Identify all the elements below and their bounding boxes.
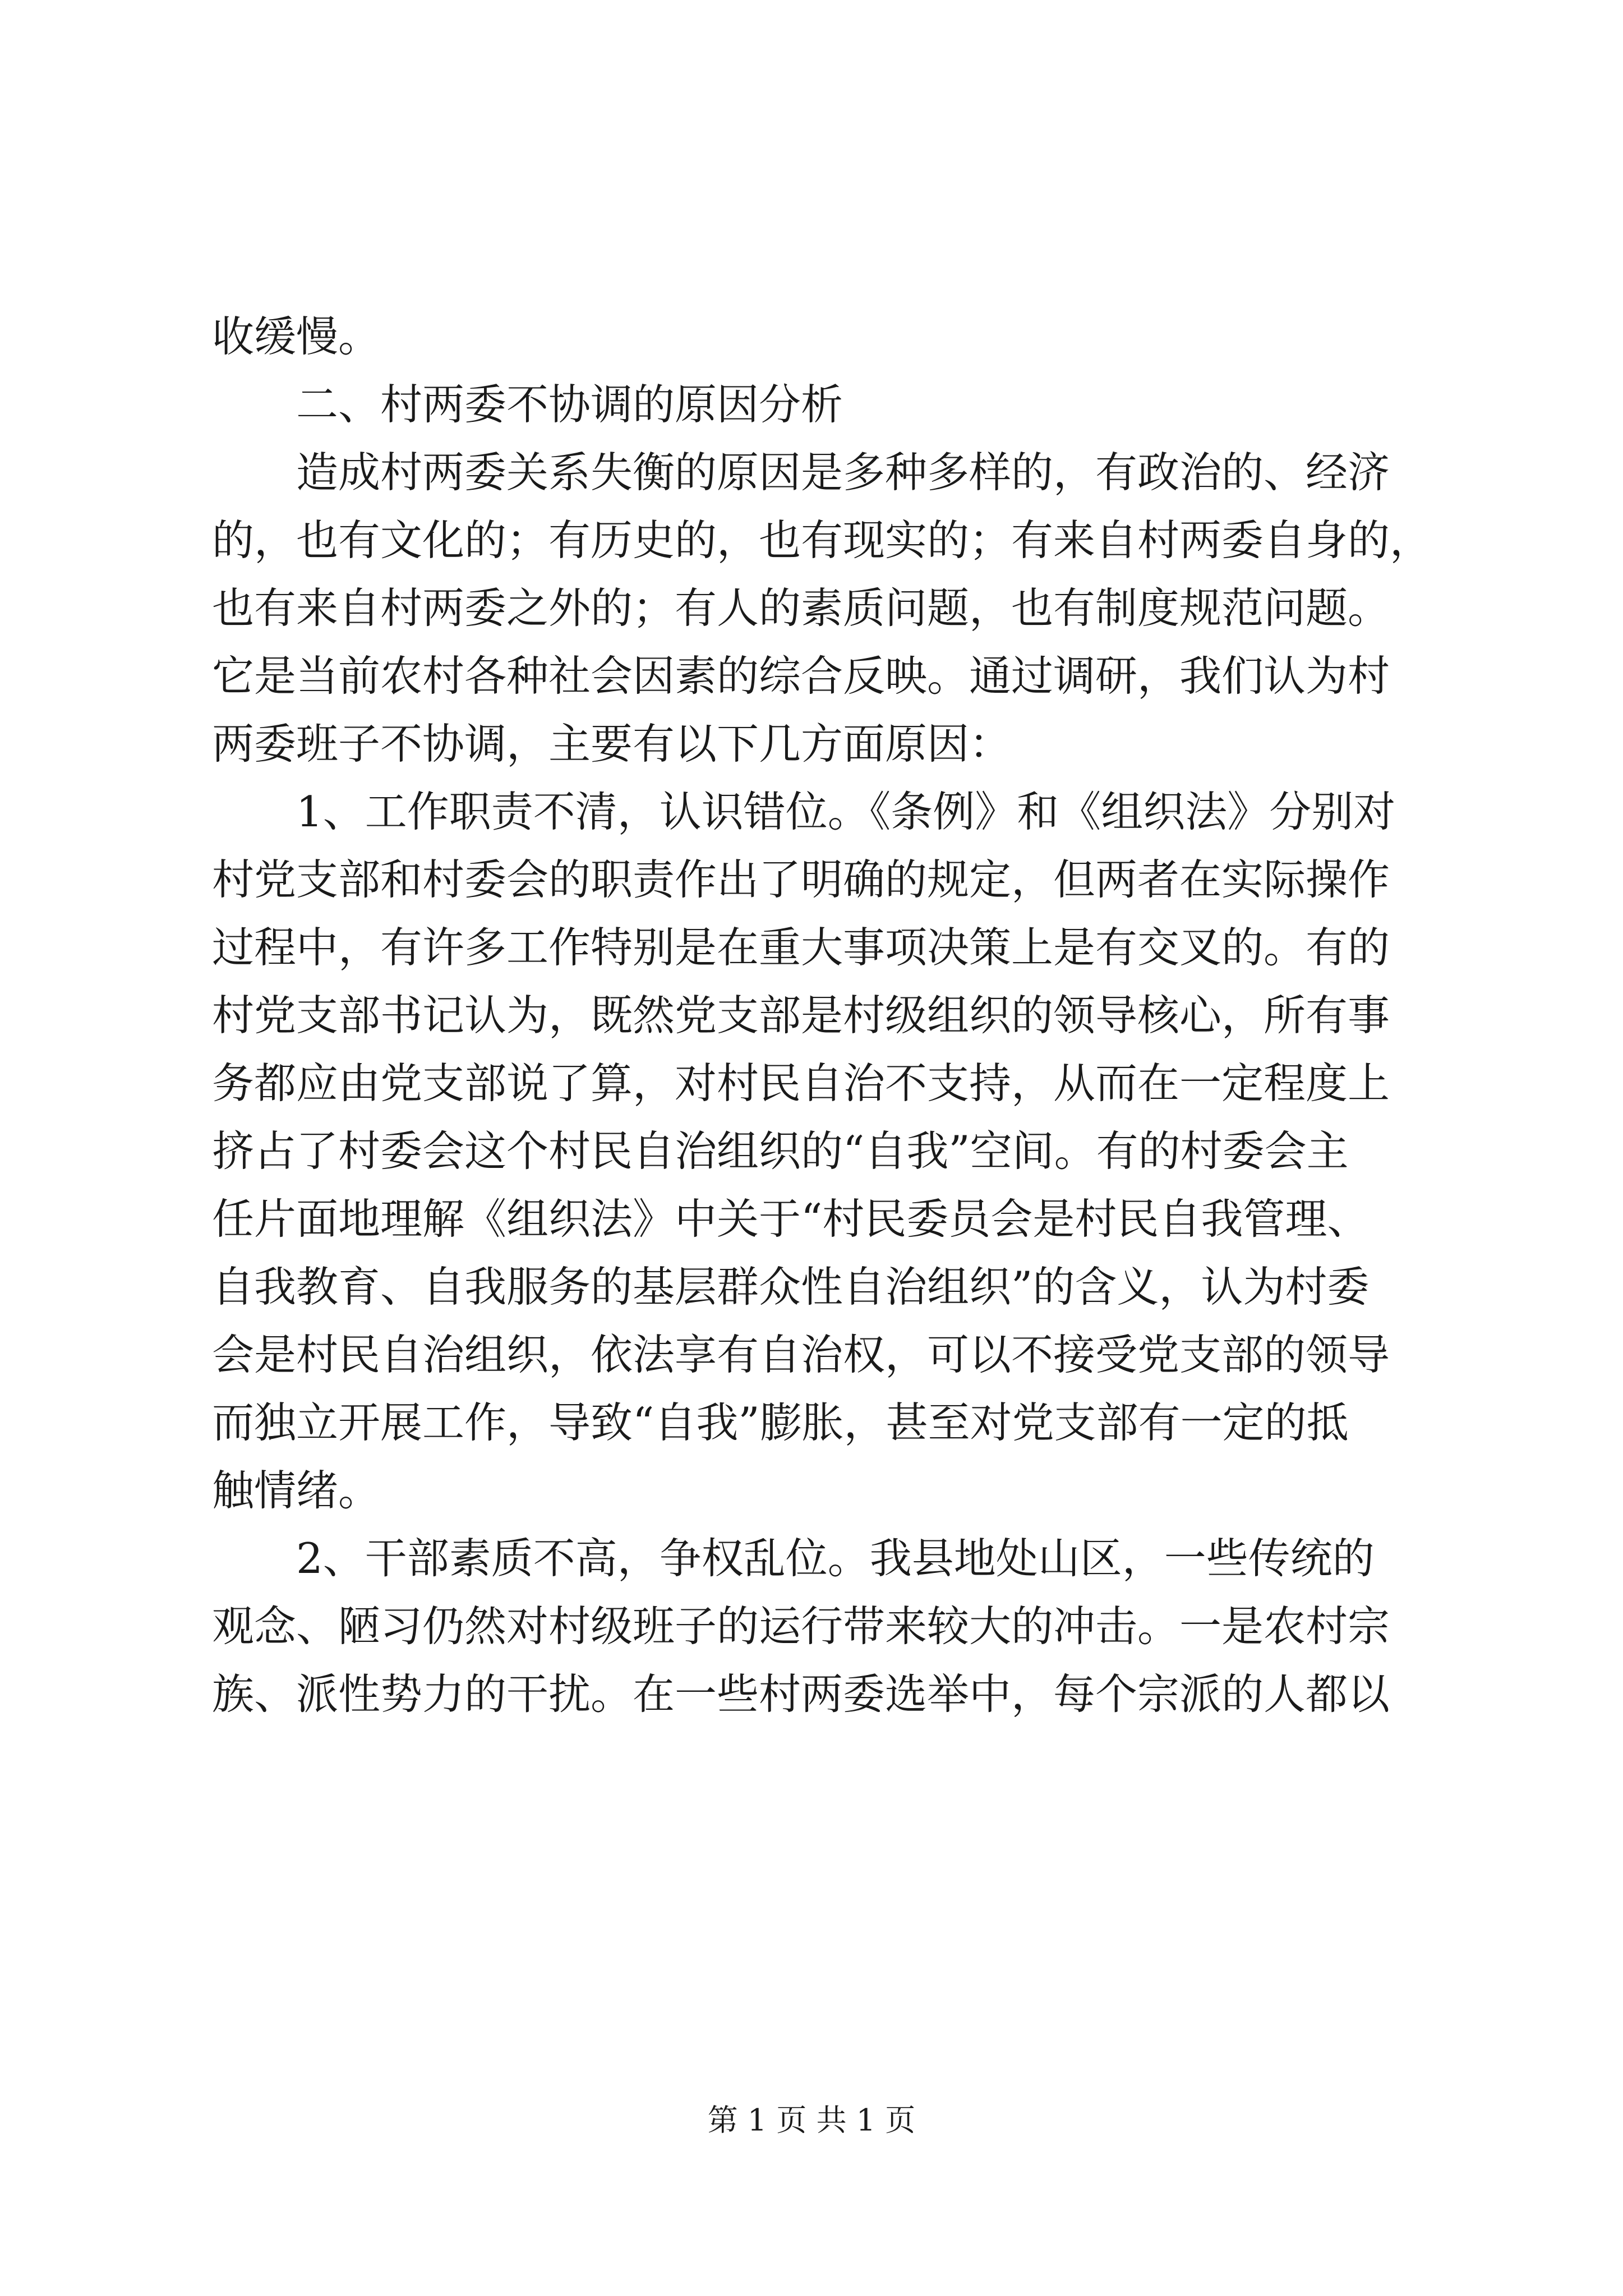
text-line: 族、派性势力的干扰。在一些村两委选举中，每个宗派的人都以 [212, 1669, 1390, 1719]
text-line: 收缓慢。 [212, 312, 381, 361]
text-line: 1、工作职责不清，认识错位。《条例》和《组织法》分别对 [296, 787, 1396, 836]
page-footer: 第 1 页 共 1 页 [707, 2102, 916, 2138]
text-line: 触情绪。 [212, 1466, 381, 1515]
text-line: 两委班子不协调，主要有以下几方面原因： [212, 719, 1012, 769]
text-line: 观念、陋习仍然对村级班子的运行带来较大的冲击。一是农村宗 [212, 1602, 1390, 1651]
body-text [212, 303, 1432, 1728]
text-line: 会是村民自治组织，依法享有自治权，可以不接受党支部的领导 [212, 1330, 1390, 1379]
text-line: 它是当前农村各种社会因素的综合反映。通过调研，我们认为村 [212, 651, 1390, 701]
text-line: 村党支部和村委会的职责作出了明确的规定，但两者在实际操作 [212, 855, 1390, 904]
text-line: 务都应由党支部说了算，对村民自治不支持，从而在一定程度上 [212, 1059, 1390, 1108]
text-line: 自我教育、自我服务的基层群众性自治组织”的含义，认为村委 [212, 1262, 1370, 1312]
text-line: 过程中，有许多工作特别是在重大事项决策上是有交叉的。有的 [212, 923, 1390, 972]
text-line: 造成村两委关系失衡的原因是多种多样的，有政治的、经济 [296, 448, 1390, 497]
text-line: 村党支部书记认为，既然党支部是村级组织的领导核心，所有事 [212, 991, 1390, 1040]
text-line: 任片面地理解《组织法》中关于“村民委员会是村民自我管理、 [212, 1194, 1370, 1244]
text-line: 而独立开展工作，导致“自我”膨胀，甚至对党支部有一定的抵 [212, 1398, 1349, 1447]
text-line: 挤占了村委会这个村民自治组织的“自我”空间。有的村委会主 [212, 1126, 1349, 1176]
text-line: 也有来自村两委之外的；有人的素质问题，也有制度规范问题。 [212, 583, 1390, 633]
text-line: 的，也有文化的；有历史的，也有现实的；有来自村两委自身的， [212, 516, 1432, 565]
text-line: 2、干部素质不高，争权乱位。我县地处山区，一些传统的 [296, 1534, 1375, 1583]
text-line: 二、村两委不协调的原因分析 [296, 380, 843, 429]
